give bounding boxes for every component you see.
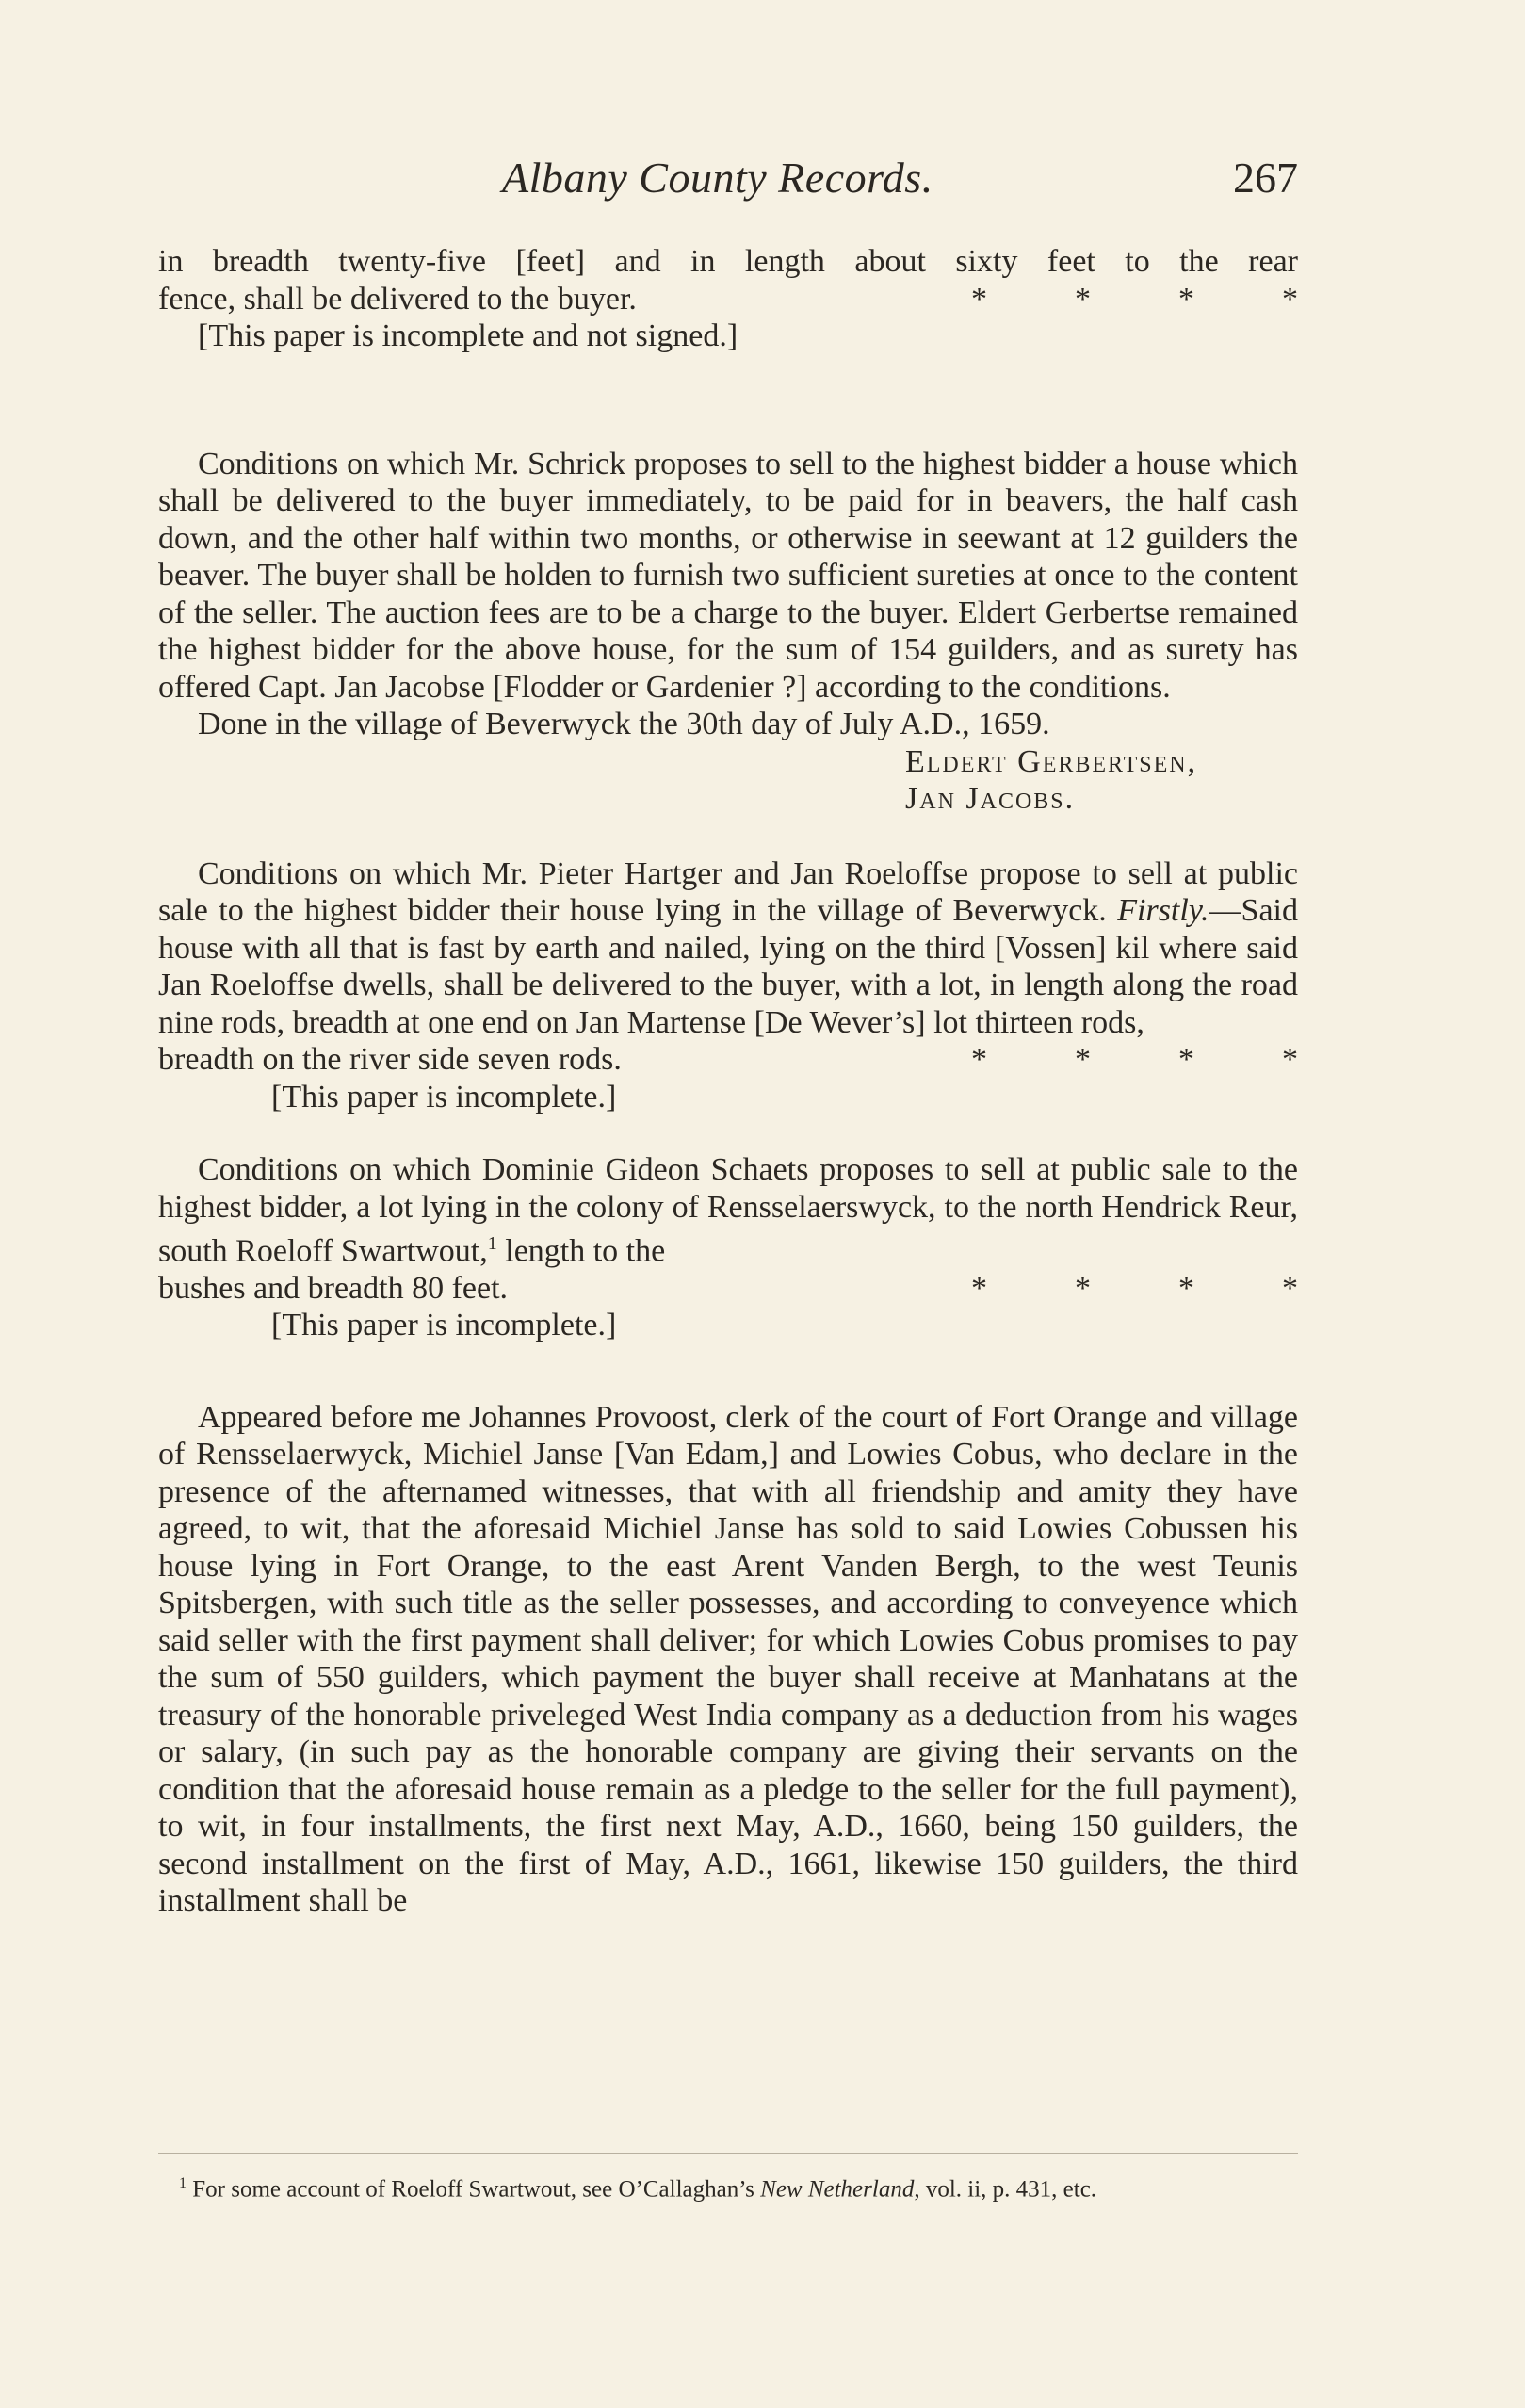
asterisk: * <box>1282 281 1298 317</box>
paragraph-text: Conditions on which Dominie Gideon Schaets proposes to sell at public sale to the highest bidder, a lot lying in the colony of Rensselaerswyck, to the north Hendrick Reur, south Roeloff Swartwout, <box>158 1152 1298 1269</box>
footnote-book-title: New Netherland <box>760 2176 915 2203</box>
asterisk: * <box>1075 1042 1091 1077</box>
editorial-note: [This paper is incomplete.] <box>271 1079 617 1115</box>
page-header <box>158 153 1298 209</box>
paragraph-line <box>158 1041 1298 1079</box>
asterisk: * <box>1282 1270 1298 1306</box>
signature-line: Jan Jacobs. <box>905 781 1076 816</box>
paragraph-provoost: Appeared before me Johannes Provoost, clerk of the court of Fort Orange and village of Rensselaerwyck, Michiel Janse [Van Edam,] and Lowies Cobus, who declare in the presence of the afternamed witnesses, that with all friendship and amity they have agreed, to wit, that the aforesaid Michiel Janse has sold to said Lowies Cobussen his house lying in Fort Orange, to the east Arent Vanden Bergh, to the west Teunis Spitsbergen, with such title as the seller possesses, and according to conveyence which said seller with the first payment shall deliver; for which Lowies Cobus promises to pay the sum of 550 guilders, which payment the buyer shall receive at Manhatans at the treasury of the honorable priveleged West India company as a deduction from his wages or salary, (in such pay as the honorable company are giving their servants on the condition that the aforesaid house remain as a pledge to the seller for the full payment), to wit, in four installments, the first next May, A.D., 1660, being 150 guilders, the second installment on the first of May, A.D., 1661, likewise 150 guilders, the third installment shall be <box>158 1399 1298 1919</box>
paragraph-text: fence, shall be delivered to the buyer. <box>158 281 637 317</box>
book-page <box>158 0 1298 2408</box>
paragraph-text: length to the <box>496 1233 666 1269</box>
paragraph-text: —Said house with all that is fast by earth and nailed, lying on the third [Vossen] kil where said Jan Roeloffse dwells, shall be delivered to the buyer, with a lot, in length along the road nine rods, breadth at one end on Jan Martense [De Wever’s] lot thirteen rods, <box>158 893 1298 1040</box>
paragraph-text: bushes and breadth 80 feet. <box>158 1270 509 1306</box>
asterisk: * <box>1178 1042 1194 1077</box>
footnote-reference[interactable]: 1 <box>487 1233 497 1254</box>
asterisk: * <box>971 281 987 317</box>
paragraph-line <box>158 1270 1298 1308</box>
paragraph-text: breadth on the river side seven rods. <box>158 1042 622 1077</box>
editorial-note: [This paper is incomplete and not signed.] <box>198 318 738 353</box>
italic-word: Firstly. <box>1117 893 1209 928</box>
footnote-marker: 1 <box>179 2175 187 2191</box>
paragraph-line: in breadth twenty-five [feet] and in length about sixty feet to the rear <box>158 244 1298 279</box>
omission-asterisks <box>884 1041 1298 1079</box>
asterisk: * <box>971 1042 987 1077</box>
paragraph-schrick: Conditions on which Mr. Schrick proposes to sell to the highest bidder a house which shall be delivered to the buyer immediately, to be paid for in beavers, the half cash down, and the other half within two months, or otherwise in seewant at 12 guilders the beaver. The buyer shall be holden to furnish two sufficient sureties at once to the content of the seller. The auction fees are to be a charge to the buyer. Eldert Gerbertse remained the highest bidder for the above house, for the sum of 154 guilders, and as surety has offered Capt. Jan Jacobse [Flodder or Gardenier ?] according to the conditions. <box>158 446 1298 705</box>
asterisk: * <box>971 1270 987 1306</box>
paragraph-hartger <box>158 855 1298 1042</box>
footnote-text: , vol. ii, p. 431, etc. <box>914 2176 1097 2203</box>
omission-asterisks <box>884 281 1298 318</box>
footnote-rule <box>158 2153 1298 2154</box>
paragraph-line <box>158 281 1298 318</box>
paragraph-schaets <box>158 1151 1298 1270</box>
running-title: Albany County Records. <box>502 154 933 202</box>
signature-line: Eldert Gerbertsen, <box>905 743 1198 779</box>
asterisk: * <box>1282 1042 1298 1077</box>
paragraph-dated: Done in the village of Beverwyck the 30th day of July A.D., 1659. <box>198 707 1050 741</box>
asterisk: * <box>1075 281 1091 317</box>
omission-asterisks <box>884 1270 1298 1308</box>
asterisk: * <box>1178 1270 1194 1306</box>
asterisk: * <box>1178 281 1194 317</box>
editorial-note: [This paper is incomplete.] <box>271 1308 617 1343</box>
paragraph-text: Conditions on which Mr. Pieter Hartger and Jan Roeloffse propose to sell at public sale to the highest bidder their house lying in the village of Beverwyck. <box>158 855 1298 928</box>
page-body <box>158 243 1298 1920</box>
footnote-text: For some account of Roeloff Swartwout, see O’Callaghan’s <box>192 2176 761 2203</box>
asterisk: * <box>1075 1270 1091 1306</box>
footnote <box>179 2170 1096 2204</box>
page-number: 267 <box>1233 154 1298 202</box>
